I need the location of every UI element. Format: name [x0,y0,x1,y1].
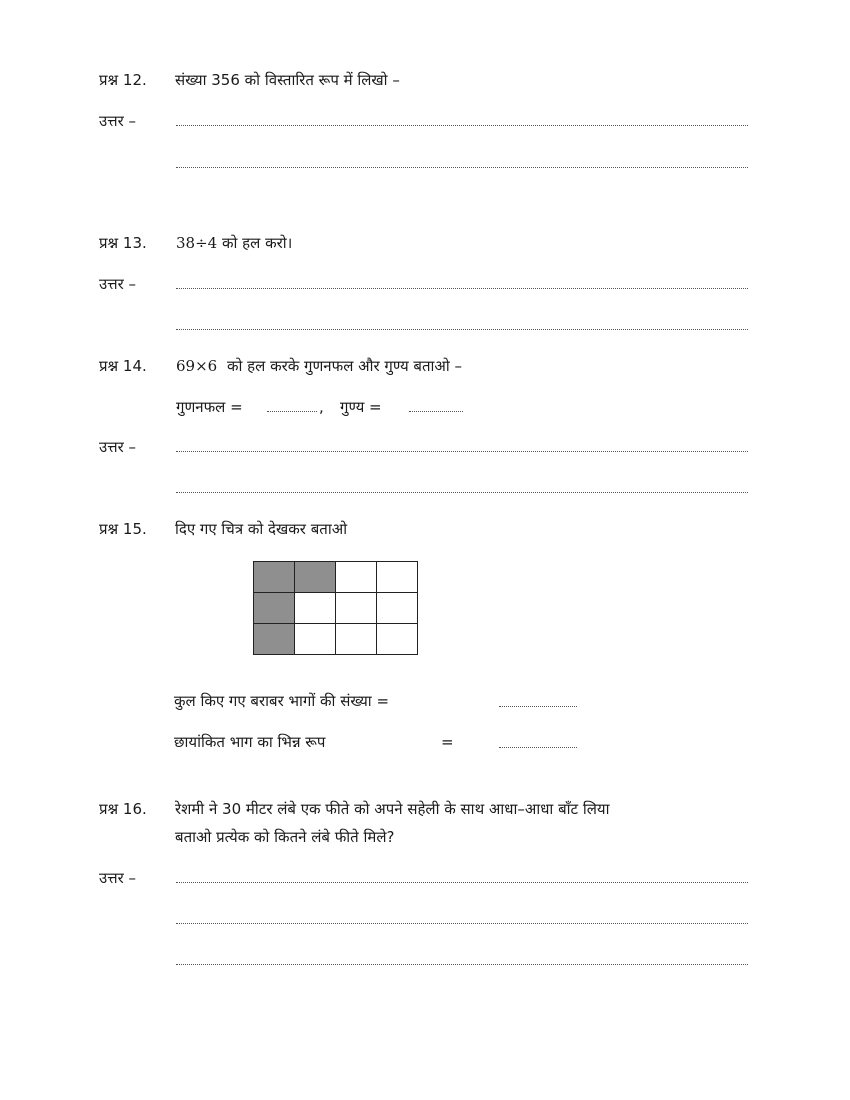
question-13-text: को हल करो। [222,234,293,252]
question-13-expression: 38÷4 [176,234,218,252]
answer-14-label: उत्तर – [99,438,136,456]
question-16-text-line-1: रेशमी ने 30 मीटर लंबे एक फीते को अपने सहेली के साथ आधा–आधा बाँट लिया [175,800,610,818]
total-parts-blank[interactable] [499,706,577,707]
grid-cell [295,624,336,655]
grid-cell-shaded [295,562,336,593]
fraction-equals: = [441,733,454,751]
grid-cell-shaded [254,593,295,624]
question-14-label: प्रश्न 14. [99,357,147,375]
answer-12-line-2[interactable] [176,167,748,168]
question-15-label: प्रश्न 15. [99,520,147,538]
question-12-label: प्रश्न 12. [99,71,147,89]
fraction-blank[interactable] [499,747,577,748]
product-separator: , [319,398,324,416]
answer-14-line-2[interactable] [176,492,748,493]
fraction-figure [253,561,418,655]
grid-row [254,593,418,624]
grid-cell [336,562,377,593]
answer-13-label: उत्तर – [99,275,136,293]
grid-cell-shaded [254,562,295,593]
question-16-label: प्रश्न 16. [99,800,147,818]
multiplicand-label: गुण्य = [340,398,382,416]
question-16-text-line-2: बताओ प्रत्येक को कितने लंबे फीते मिले? [175,828,395,846]
grid-row [254,562,418,593]
grid-cell [377,562,418,593]
question-13-label: प्रश्न 13. [99,234,147,252]
answer-12-line-1[interactable] [176,125,748,126]
grid-row [254,624,418,655]
answer-12-label: उत्तर – [99,112,136,130]
total-parts-label: कुल किए गए बराबर भागों की संख्या = [174,692,390,710]
grid-cell [336,624,377,655]
fraction-grid [253,561,418,655]
answer-13-line-2[interactable] [176,329,748,330]
question-15-text: दिए गए चित्र को देखकर बताओ [175,520,348,538]
grid-cell [336,593,377,624]
grid-cell [295,593,336,624]
grid-cell [377,593,418,624]
grid-cell-shaded [254,624,295,655]
answer-14-line-1[interactable] [176,451,748,452]
question-12-text: संख्या 356 को विस्तारित रूप में लिखो – [175,71,400,89]
multiplicand-blank[interactable] [409,411,463,412]
fraction-label: छायांकित भाग का भिन्न रूप [174,733,326,751]
answer-16-label: उत्तर – [99,869,136,887]
product-label: गुणनफल = [176,398,243,416]
answer-16-line-2[interactable] [176,923,748,924]
grid-cell [377,624,418,655]
answer-13-line-1[interactable] [176,288,748,289]
answer-16-line-3[interactable] [176,964,748,965]
question-14-text: को हल करके गुणनफल और गुण्य बताओ – [227,357,463,375]
product-blank[interactable] [267,411,317,412]
question-14-expression: 69×6 [176,357,218,375]
answer-16-line-1[interactable] [176,882,748,883]
